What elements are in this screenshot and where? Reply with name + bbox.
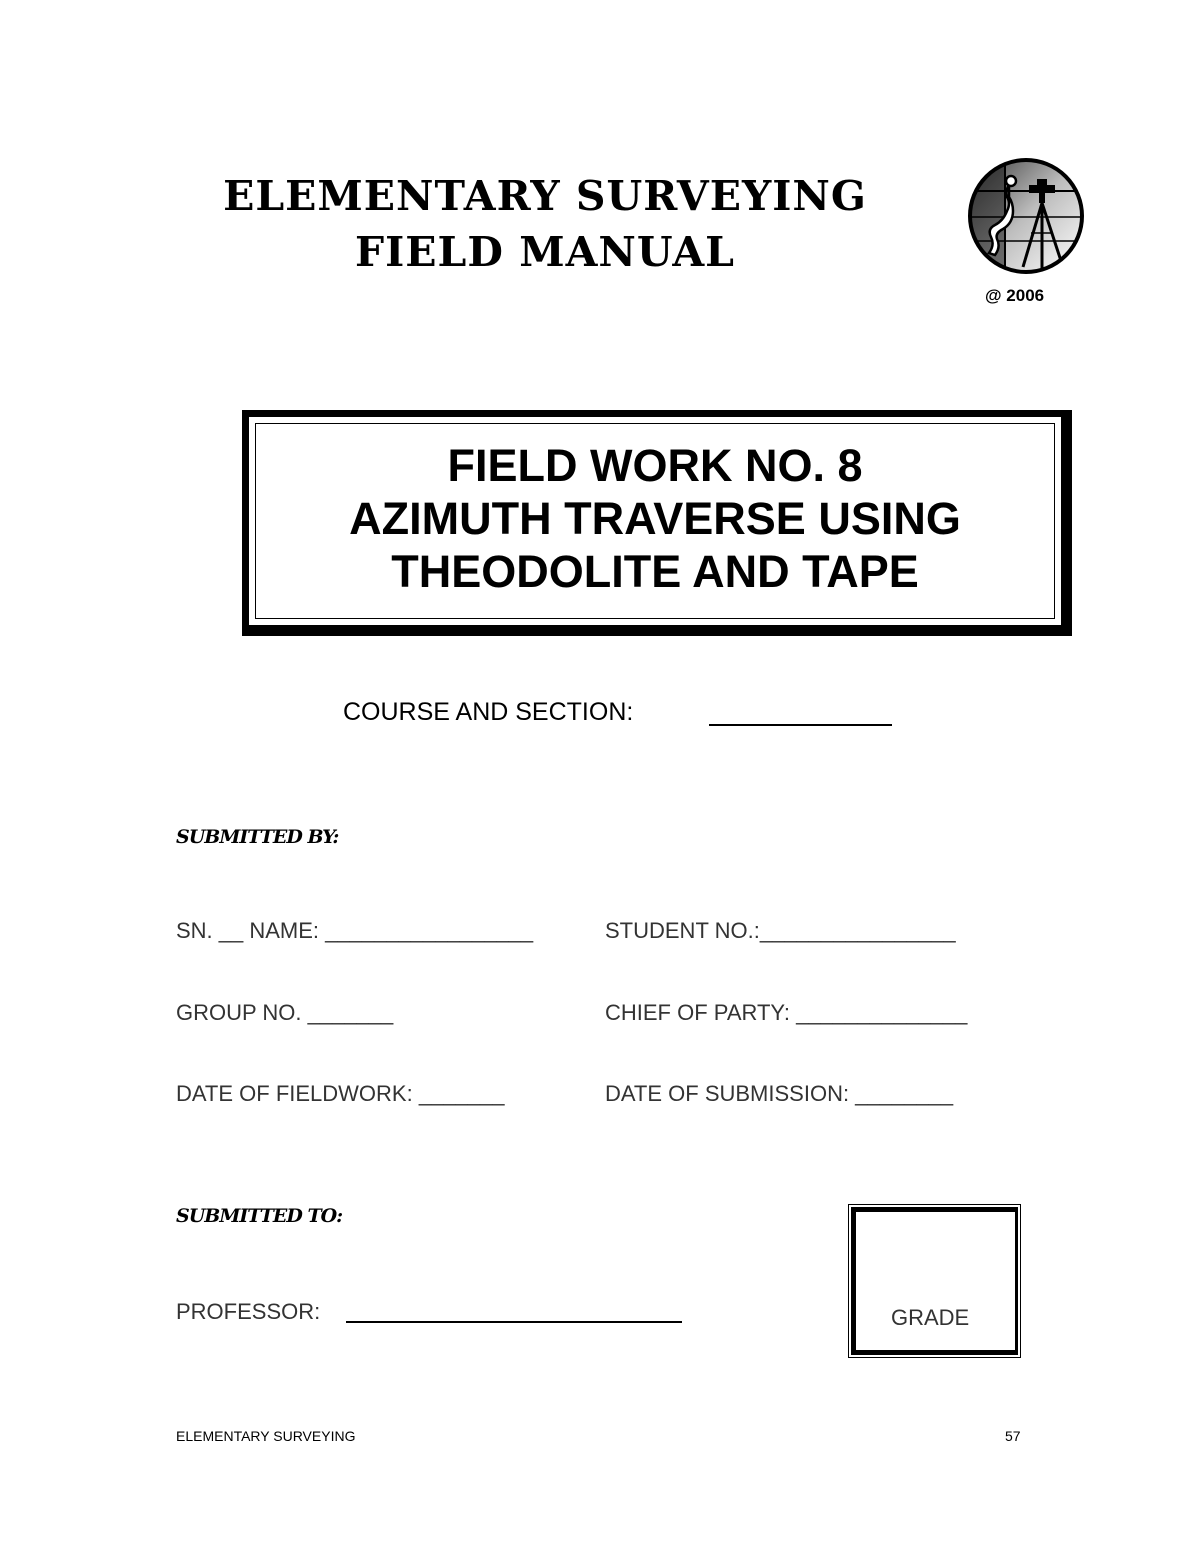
surveyor-theodolite-logo-icon	[965, 155, 1087, 277]
submitted-to-heading: SUBMITTED TO:	[176, 1205, 343, 1227]
course-section-label: COURSE AND SECTION:	[343, 698, 634, 726]
professor-blank[interactable]	[346, 1321, 682, 1323]
manual-title	[180, 168, 910, 280]
fieldwork-title	[249, 439, 1061, 598]
footer-title: ELEMENTARY SURVEYING	[176, 1428, 356, 1444]
fieldwork-number: FIELD WORK NO. 8	[447, 440, 863, 491]
chief-of-party-field[interactable]: CHIEF OF PARTY: ______________	[605, 1000, 968, 1025]
professor-label: PROFESSOR:	[176, 1299, 321, 1324]
copyright-year: @ 2006	[985, 286, 1045, 305]
group-number-field[interactable]: GROUP NO. _______	[176, 1000, 394, 1025]
manual-title-line-2: FIELD MANUAL	[355, 228, 735, 276]
page-number: 57	[1005, 1428, 1021, 1444]
grade-box[interactable]	[848, 1204, 1021, 1358]
date-of-fieldwork-field[interactable]: DATE OF FIELDWORK: _______	[176, 1081, 505, 1106]
grade-label: GRADE	[891, 1305, 970, 1330]
fieldwork-title-box	[242, 410, 1072, 636]
manual-title-line-1: ELEMENTARY SURVEYING	[223, 172, 867, 220]
student-number-field[interactable]: STUDENT NO.:________________	[605, 918, 956, 943]
sn-name-field[interactable]: SN. __ NAME: _________________	[176, 918, 534, 943]
fieldwork-subject-line-2: THEODOLITE AND TAPE	[391, 546, 919, 597]
fieldwork-subject-line-1: AZIMUTH TRAVERSE USING	[349, 493, 961, 544]
date-of-submission-field[interactable]: DATE OF SUBMISSION: ________	[605, 1081, 954, 1106]
submitted-by-heading: SUBMITTED BY:	[176, 826, 339, 848]
course-section-blank[interactable]	[709, 724, 892, 726]
